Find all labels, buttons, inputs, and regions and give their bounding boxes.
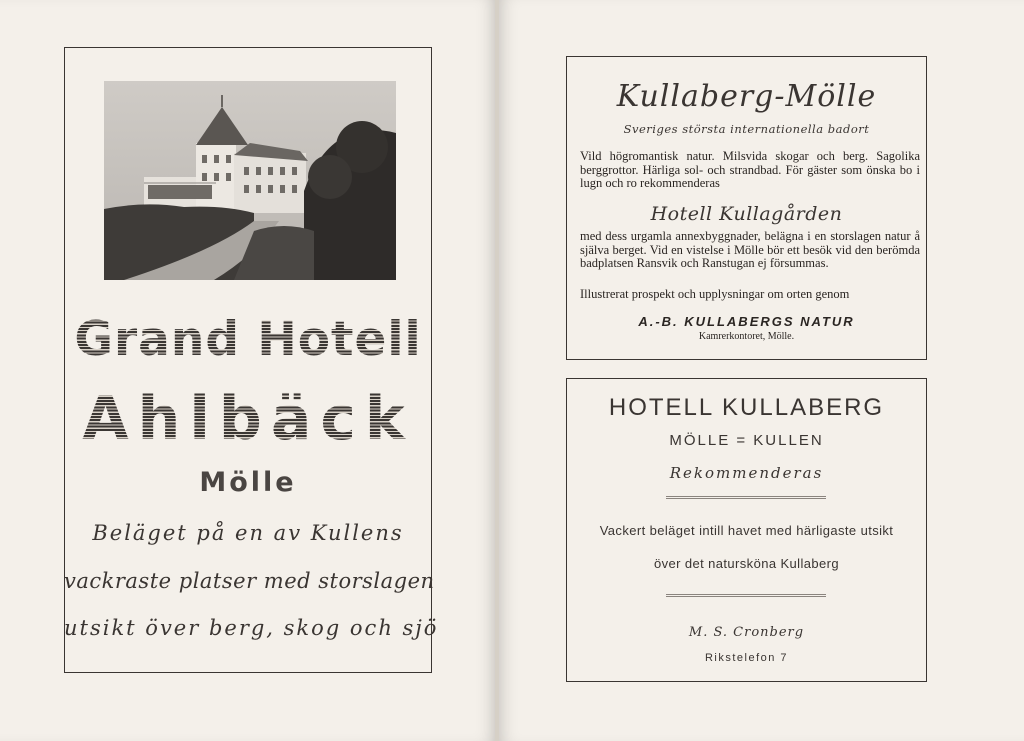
kullaberg-paragraph-2: med dess urgamla annexbyggnader, belägna i en storslagen natur å själva berget. Vid en vistelse i Mölle bör ett besök vid den berömda badplatsen Ransvik och Ranstugan ej försummas. [580, 229, 920, 270]
description-line-1: Vackert beläget intill havet med härligaste utsikt [599, 523, 894, 538]
divider-top [666, 496, 826, 499]
grand-hotell-title: Grand Hotell [64, 312, 432, 367]
ahlback-title: Ahlbäck [64, 384, 432, 454]
location-label: Mölle [199, 467, 297, 498]
book-gutter [495, 0, 499, 741]
divider-bottom [666, 594, 826, 597]
kullaberg-paragraph-3: Illustrerat prospekt och upplysningar om orten genom [580, 287, 850, 301]
phone-number: Rikstelefon 7 [704, 652, 789, 664]
tagline-line-2: vackraste platser med storslagen [64, 569, 435, 593]
kullaberg-paragraph-1: Vild högromantisk natur. Milsvida skogar och berg. Sagolika berggrottor. Härliga sol- och strandbad. För gäster som önska bo i lugn och ro rekommenderas [580, 149, 920, 190]
description-line-2: över det natursköna Kullaberg [653, 556, 840, 571]
company-name: A.-B. KULLABERGS NATUR [638, 314, 855, 329]
kullagarden-name: Hotell Kullagården [650, 203, 843, 225]
hotel-building-photo [104, 81, 396, 280]
kullaberg-subtitle: Sveriges största internationella badort [623, 122, 870, 136]
tagline-line-1: Beläget på en av Kullens [92, 521, 404, 545]
hotell-kullaberg-title: HOTELL KULLABERG [608, 394, 885, 421]
recommendation-label: Rekommenderas [669, 464, 824, 482]
kullaberg-title: Kullaberg-Mölle [616, 79, 877, 114]
company-office: Kamrerkontoret, Mölle. [698, 331, 795, 342]
tagline-line-3: utsikt över berg, skog och sjö [64, 616, 439, 640]
owner-name: M. S. Cronberg [688, 625, 805, 640]
hotell-kullaberg-location: MÖLLE = KULLEN [669, 432, 824, 449]
